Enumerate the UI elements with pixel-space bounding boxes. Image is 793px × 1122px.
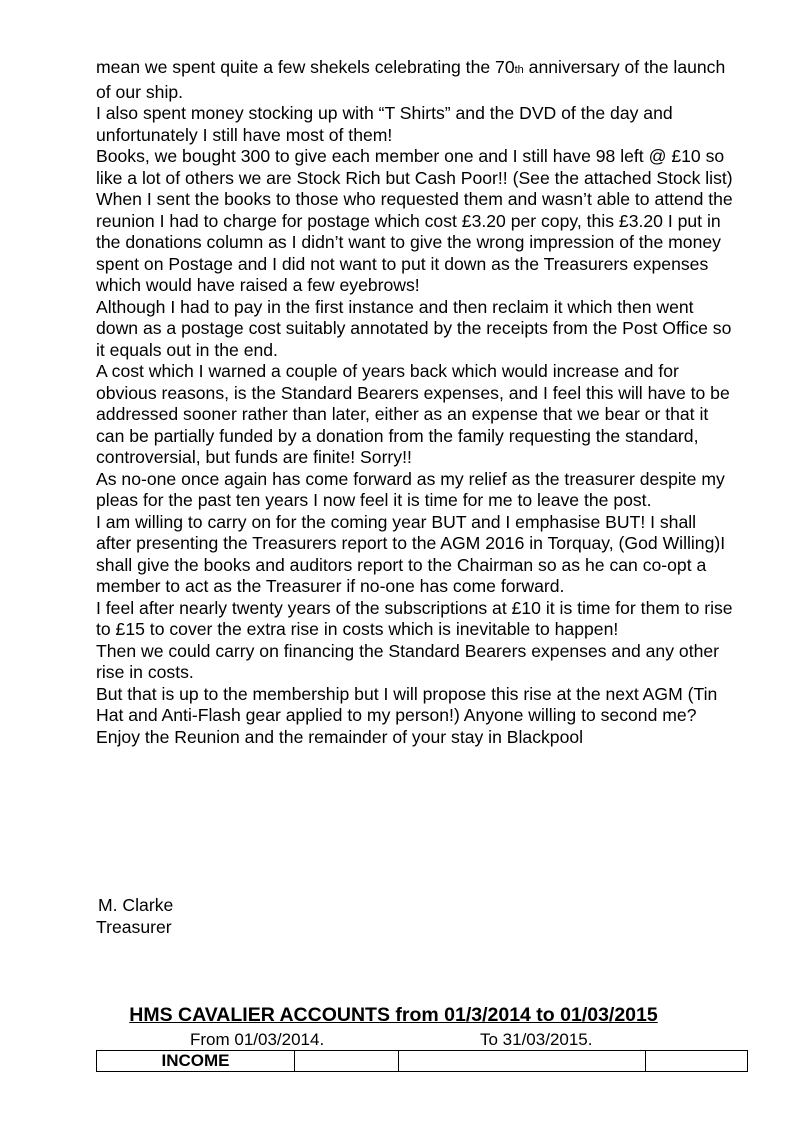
paragraph: But that is up to the membership but I will propose this rise at the next AGM (Tin Hat and Anti-Flash gear applied to my person!) Anyone willing to second me?: [96, 683, 718, 725]
paragraph: A cost which I warned a couple of years back which would increase and for obvious reasons, is the Standard Bearers expenses, and I feel this will have to be addressed sooner rather than later, either as an expense that we bear or that it can be partially funded by a donation from the family requesting the standard, controversial, but funds are finite! Sorry!!: [96, 361, 730, 467]
accounts-table: [96, 1050, 748, 1072]
accounts-title: HMS CAVALIER ACCOUNTS from 01/3/2014 to 01/03/2015: [129, 1004, 658, 1026]
signature-role: Treasurer: [96, 916, 172, 937]
accounts-to-date: To 31/03/2015.: [480, 1030, 593, 1049]
paragraph: Enjoy the Reunion and the remainder of your stay in Blackpool: [96, 726, 584, 747]
table-cell: [646, 1051, 748, 1072]
signature-name: M. Clarke: [98, 895, 174, 915]
paragraph: Although I had to pay in the first instance and then reclaim it which then went down as a postage cost suitably annotated by the receipts from the Post Office so it equals out in the end.: [96, 296, 732, 360]
signature-block: [96, 895, 173, 938]
income-header: INCOME: [97, 1051, 295, 1072]
paragraph: I feel after nearly twenty years of the subscriptions at £10 it is time for them to rise to £15 to cover the extra rise in costs which is inevitable to happen!: [96, 597, 733, 639]
paragraph: As no-one once again has come forward as my relief as the treasurer despite my pleas for the past ten years I now feel it is time for me to leave the post.: [96, 468, 725, 510]
table-cell: [295, 1051, 399, 1072]
paragraph: mean we spent quite a few shekels celebrating the 70th anniversary of the launch of our ship.: [96, 57, 726, 102]
paragraph: When I sent the books to those who requested them and wasn’t able to attend the reunion I had to charge for postage which cost £3.20 per copy, this £3.20 I put in the donations column as I didn’t want to give the wrong impression of the money spent on Postage and I did not want to put it down as the Treasurers expenses which would have raised a few eyebrows!: [96, 189, 733, 295]
paragraph: Books, we bought 300 to give each member one and I still have 98 left @ £10 so like a lot of others we are Stock Rich but Cash Poor!! (See the attached Stock list): [96, 146, 733, 188]
letter-body: [96, 57, 736, 748]
table-cell: [399, 1051, 646, 1072]
table-row: [97, 1051, 748, 1072]
accounts-from-date: From 01/03/2014.: [190, 1030, 325, 1049]
paragraph: Then we could carry on financing the Standard Bearers expenses and any other rise in costs.: [96, 640, 720, 682]
paragraph: I also spent money stocking up with “T Shirts” and the DVD of the day and unfortunately I still have most of them!: [96, 103, 673, 145]
paragraph: I am willing to carry on for the coming year BUT and I emphasise BUT! I shall after presenting the Treasurers report to the AGM 2016 in Torquay, (God Willing)I shall give the books and auditors report to the Chairman so as he can co-opt a member to act as the Treasurer if no-one has come forward.: [96, 511, 726, 596]
